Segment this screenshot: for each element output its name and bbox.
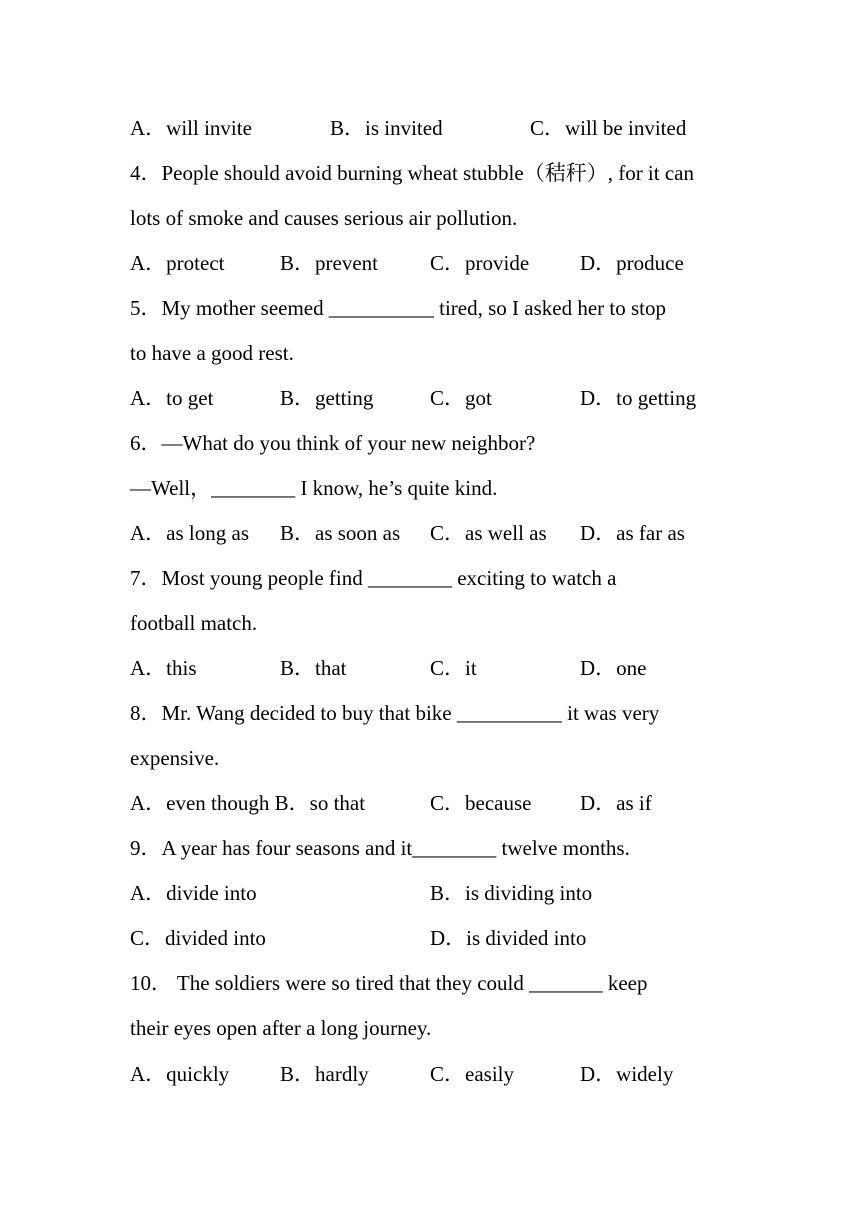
- q5-option-a: A．to get: [130, 386, 214, 410]
- q6-text-1: 6．—What do you think of your new neighbor?: [130, 431, 536, 455]
- q7-text-1: 7．Most young people find ________ exciting to watch a: [130, 566, 617, 590]
- q4-option-d: D．produce: [580, 251, 684, 275]
- q4-text-1: 4．People should avoid burning wheat stubble（秸秆）, for it can: [130, 161, 694, 185]
- q7-option-c: C．it: [430, 656, 477, 680]
- q9-option-c: C．divided into: [130, 926, 266, 950]
- q8-option-c: C．because: [430, 791, 532, 815]
- q6-text-2: —Well，________ I know, he’s quite kind.: [130, 476, 498, 500]
- q10-option-b: B．hardly: [280, 1062, 369, 1086]
- q9-text-1: 9．A year has four seasons and it________ twelve months.: [130, 836, 630, 860]
- q8-option-d: D．as if: [580, 791, 652, 815]
- q4-option-a: A．protect: [130, 251, 225, 275]
- q5-text-2: to have a good rest.: [130, 341, 294, 365]
- q6-option-c: C．as well as: [430, 521, 547, 545]
- q8-option-ab: A．even though B．so that: [130, 791, 366, 815]
- q4-option-b: B．prevent: [280, 251, 378, 275]
- q6-option-a: A．as long as: [130, 521, 249, 545]
- q10-option-c: C．easily: [430, 1062, 514, 1086]
- q5-option-d: D．to getting: [580, 386, 697, 410]
- q8-text-2: expensive.: [130, 746, 220, 770]
- q9-option-a: A．divide into: [130, 881, 257, 905]
- q6-option-b: B．as soon as: [280, 521, 401, 545]
- q8-text-1: 8．Mr. Wang decided to buy that bike __________ it was very: [130, 701, 660, 725]
- q7-option-a: A．this: [130, 656, 197, 680]
- q3-option-c: C．will be invited: [530, 116, 687, 140]
- q5-option-b: B．getting: [280, 386, 374, 410]
- q5-text-1: 5．My mother seemed __________ tired, so I asked her to stop: [130, 296, 666, 320]
- q3-option-a: A．will invite: [130, 116, 252, 140]
- q10-text-1: 10． The soldiers were so tired that they could _______ keep: [130, 971, 648, 995]
- q6-option-d: D．as far as: [580, 521, 685, 545]
- q3-option-b: B．is invited: [330, 116, 443, 140]
- q7-option-d: D．one: [580, 656, 647, 680]
- q10-text-2: their eyes open after a long journey.: [130, 1016, 432, 1040]
- q4-option-c: C．provide: [430, 251, 530, 275]
- q4-text-2: lots of smoke and causes serious air pollution.: [130, 206, 518, 230]
- q7-text-2: football match.: [130, 611, 258, 635]
- q9-option-b: B．is dividing into: [430, 881, 593, 905]
- q10-option-d: D．widely: [580, 1062, 674, 1086]
- q10-option-a: A．quickly: [130, 1062, 230, 1086]
- q5-option-c: C．got: [430, 386, 492, 410]
- q7-option-b: B．that: [280, 656, 347, 680]
- q9-option-d: D．is divided into: [430, 926, 587, 950]
